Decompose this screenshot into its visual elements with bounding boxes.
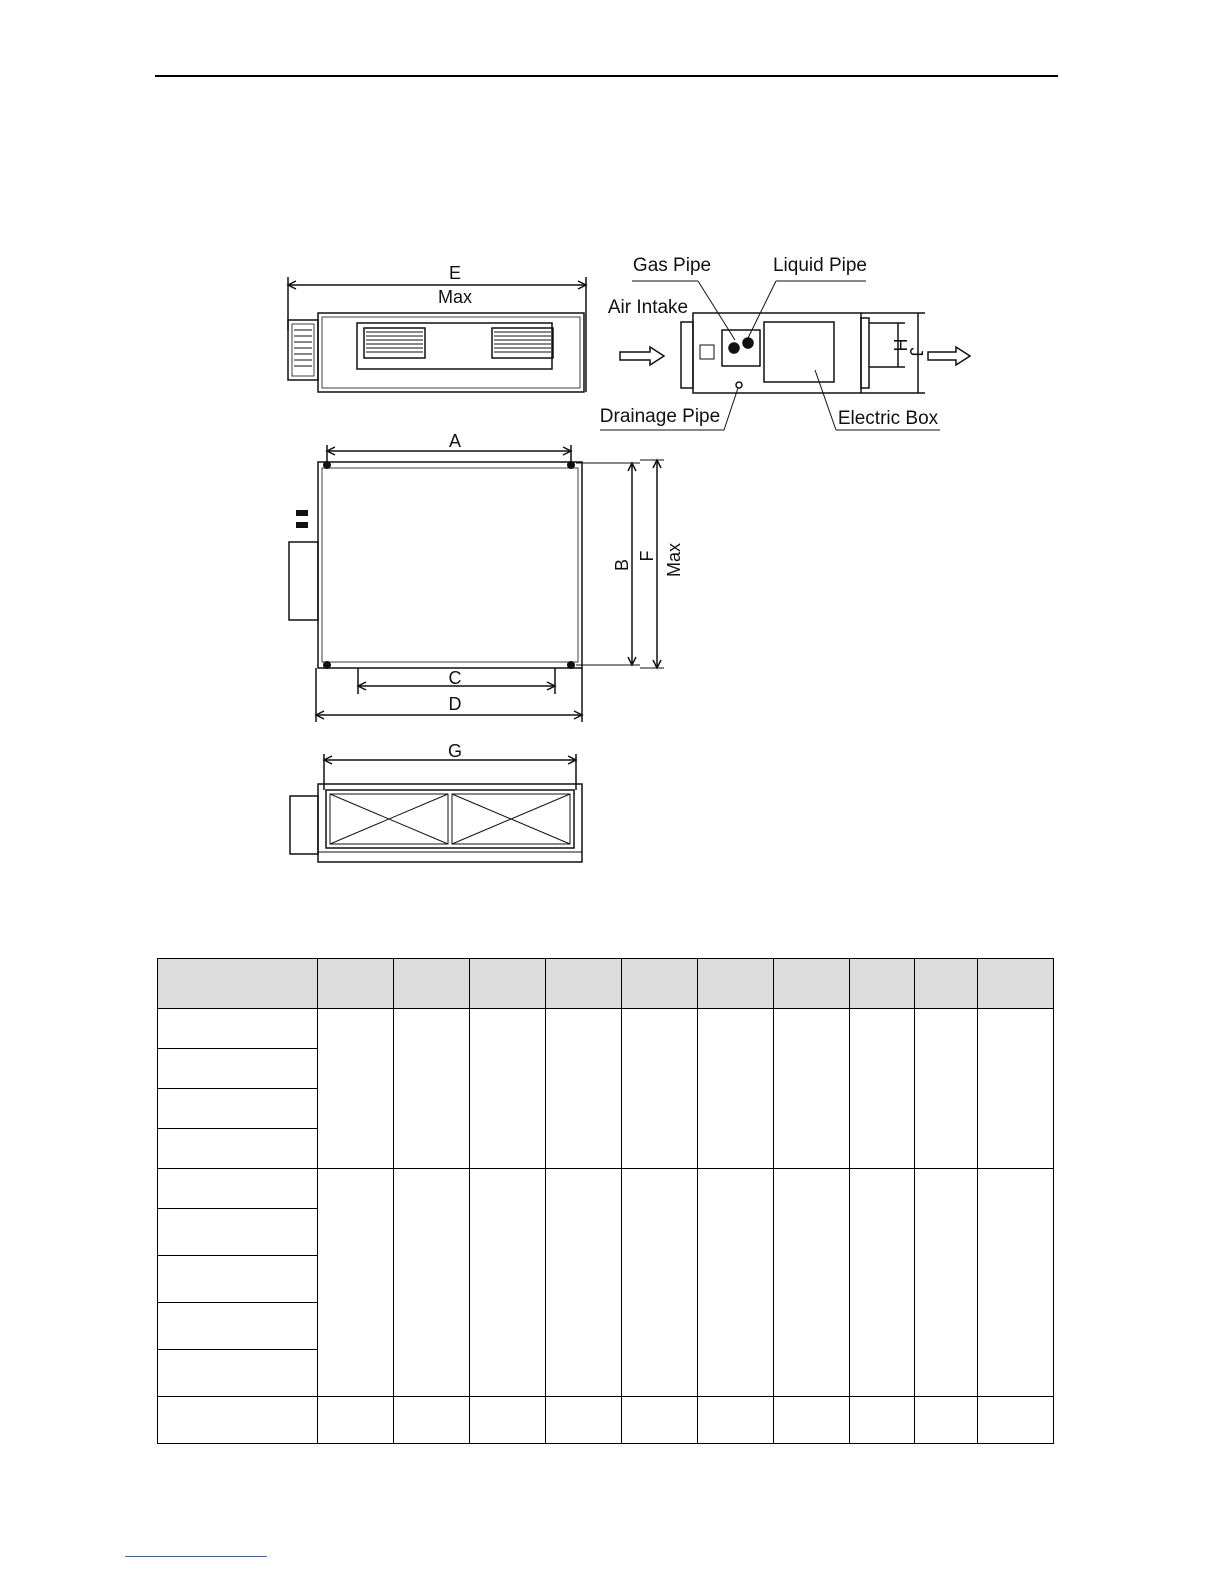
dim-label-b: B	[612, 558, 632, 572]
dim-label-g: G	[447, 741, 463, 761]
top-view	[289, 445, 664, 722]
dim-label-max: Max	[437, 287, 473, 307]
dim-label-max-vertical: Max	[664, 542, 684, 578]
callout-drainage-pipe: Drainage Pipe	[599, 406, 721, 427]
callout-electric-box: Electric Box	[837, 408, 939, 429]
dim-label-c: C	[448, 668, 462, 688]
front-grille-lines	[294, 330, 551, 366]
table-footer-row	[158, 1397, 1054, 1444]
dim-label-h: H	[890, 338, 910, 352]
back-view	[290, 754, 582, 862]
dim-label-d: D	[448, 694, 462, 714]
dim-label-j: J	[906, 347, 926, 357]
callout-air-intake: Air Intake	[607, 297, 689, 318]
dim-label-f: F	[637, 550, 657, 562]
callout-liquid-pipe: Liquid Pipe	[772, 255, 868, 276]
dimensions-table	[157, 958, 1054, 1444]
table-row	[158, 1009, 1054, 1049]
footer-link-underline	[125, 1556, 267, 1557]
dim-label-a: A	[448, 431, 462, 451]
dim-label-e: E	[448, 263, 462, 283]
table-row	[158, 1169, 1054, 1209]
callout-gas-pipe: Gas Pipe	[632, 255, 712, 276]
table-header-row	[158, 959, 1054, 1009]
top-view-mounts	[296, 461, 575, 669]
